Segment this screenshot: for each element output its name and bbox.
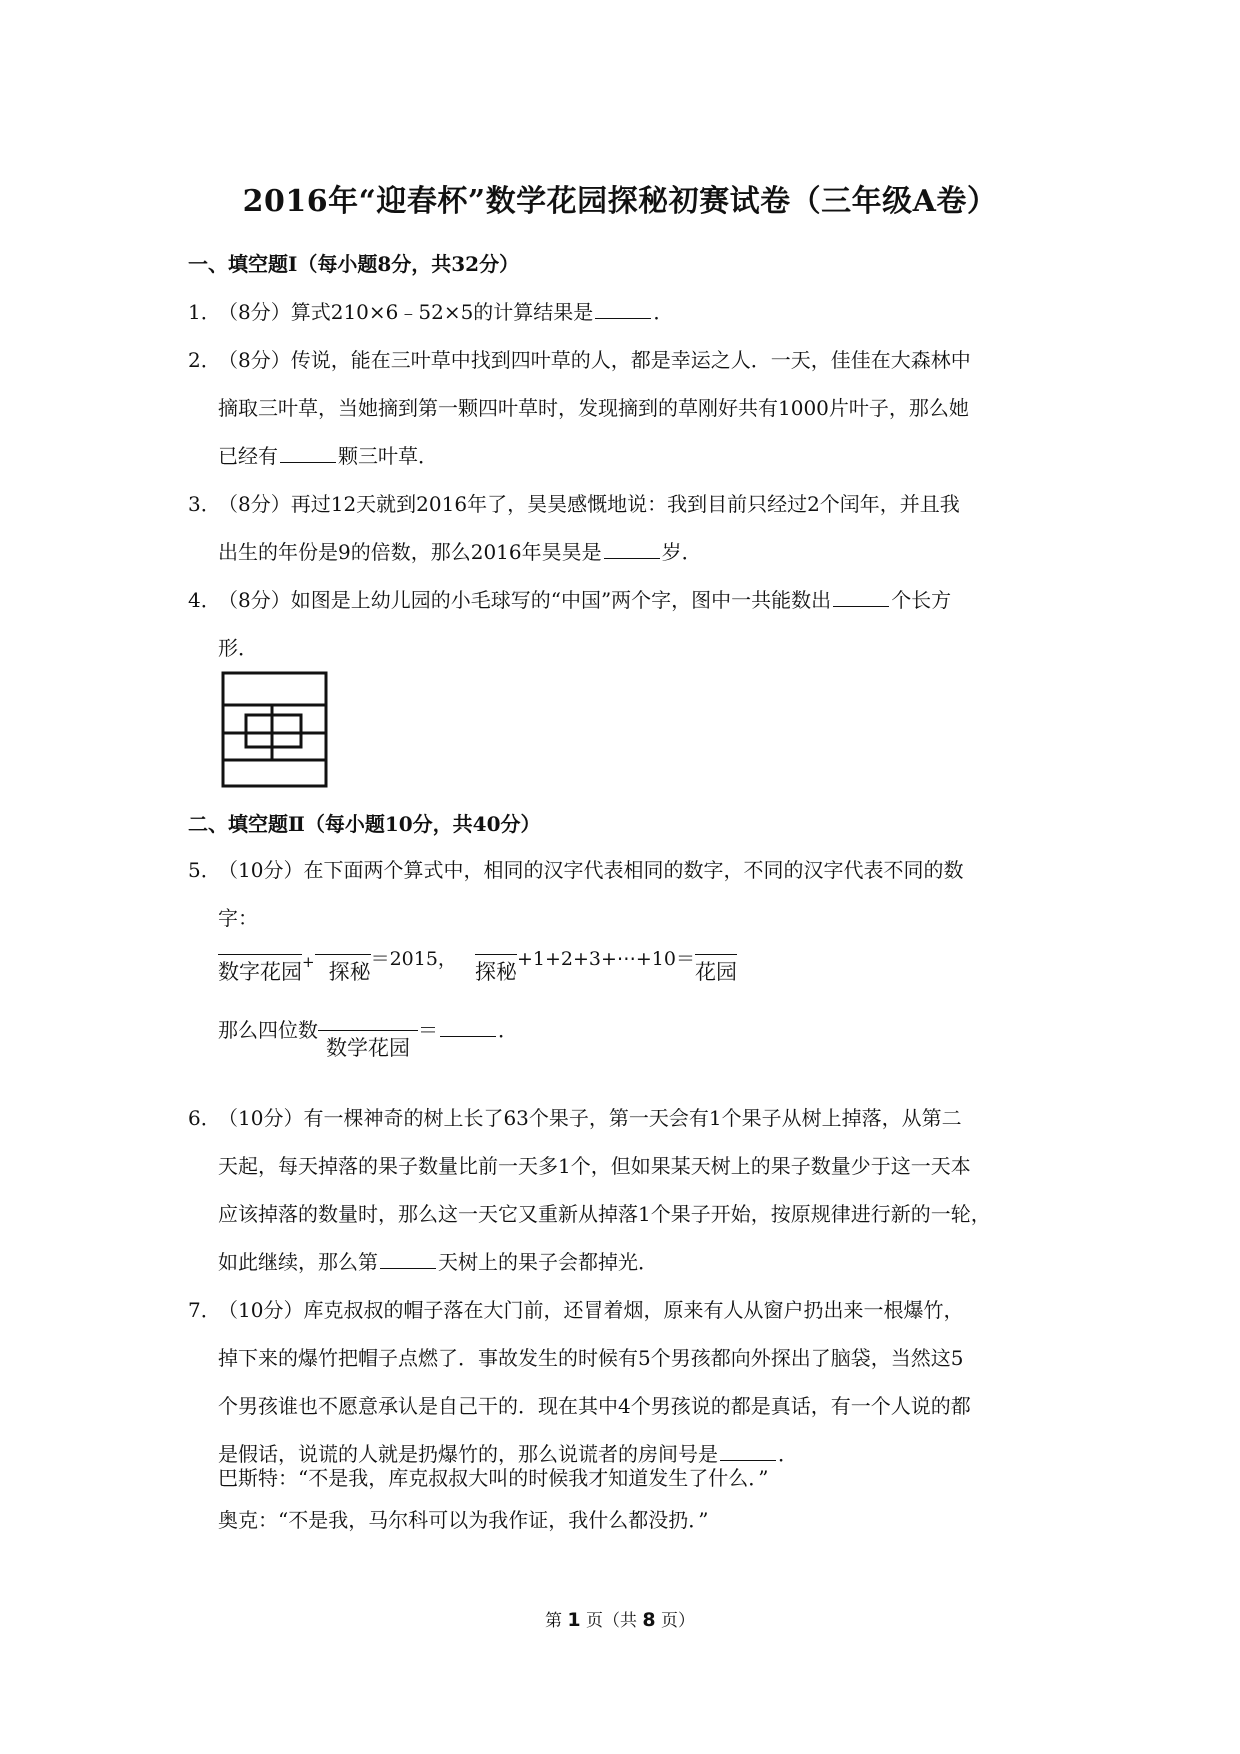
answer-blank[interactable]: [280, 440, 336, 463]
question-number: 6．: [188, 1106, 221, 1130]
overline-number: 数字花园: [218, 954, 302, 985]
question-2: 2．（8分）传说，能在三叶草中找到四叶草的人，都是幸运之人．一天，佳佳在大森林中 摘取三叶草，当她摘到第一颗四叶草时，发现摘到的草刚好共有1000片叶子，那么她 已经有 颗三叶草．: [188, 336, 1068, 480]
total-pages: 8: [642, 1609, 656, 1631]
question-6: 6．（10分）有一棵神奇的树上长了63个果子，第一天会有1个果子从树上掉落，从第二 天起，每天掉落的果子数量比前一天多1个，但如果某天树上的果子数量少于这一天本 应该掉落的数量时，那么这一天它又重新从掉落1个果子开始，按原规律进行新的一轮， 如此继续，那么第 天树上的果子会都掉光．: [188, 1094, 1068, 1286]
page-title: 2016年“迎春杯”数学花园探秘初赛试卷（三年级A卷）: [242, 184, 998, 219]
section-heading-1: 一、填空题Ⅰ（每小题8分，共32分）: [188, 252, 520, 276]
equation-line: 数字花园+ 探秘＝2015，探秘+1+2+3+⋯+10＝花园: [218, 948, 737, 984]
question-5: 5．（10分）在下面两个算式中，相同的汉字代表相同的数字，不同的汉字代表不同的数 字：: [188, 846, 1068, 942]
overline-number: 探秘: [315, 954, 371, 985]
question-3: 3．（8分）再过12天就到2016年了，昊昊感慨地说：我到目前只经过2个闰年，并且我 出生的年份是9的倍数，那么2016年昊昊是 岁．: [188, 480, 1068, 576]
answer-line: 那么四位数数学花园＝ ．: [218, 1014, 518, 1061]
answer-blank[interactable]: [595, 296, 651, 319]
statement-buster: 巴斯特：“不是我，库克叔叔大叫的时候我才知道发生了什么．”: [218, 1466, 769, 1490]
answer-blank[interactable]: [833, 584, 889, 607]
statement-ock: 奥克：“不是我，马尔科可以为我作证，我什么都没扔．”: [218, 1508, 709, 1532]
question-number: 1．: [188, 300, 221, 324]
question-4: 4．（8分）如图是上幼儿园的小毛球写的“中国”两个字，图中一共能数出 个长方 形．: [188, 576, 1068, 672]
answer-blank[interactable]: [440, 1014, 496, 1037]
zhongguo-figure: [220, 667, 330, 791]
page-footer: 第 1 页（共 8 页）: [544, 1609, 696, 1631]
overline-number: 花园: [695, 954, 737, 985]
page-number: 1: [567, 1609, 581, 1631]
overline-number: 数学花园: [318, 1030, 418, 1061]
question-number: 5．: [188, 858, 221, 882]
question-number: 3．: [188, 492, 221, 516]
question-7: 7．（10分）库克叔叔的帽子落在大门前，还冒着烟，原来有人从窗户扔出来一根爆竹， 掉下来的爆竹把帽子点燃了．事故发生的时候有5个男孩都向外探出了脑袋，当然这5 个男孩谁也不愿意承认是自己干的．现在其中4个男孩说的都是真话，有一个人说的都 是假话，说谎的人就是扔爆竹的，那么说谎者的房间号是 ．: [188, 1286, 1068, 1478]
answer-blank[interactable]: [604, 536, 660, 559]
question-number: 7．: [188, 1298, 221, 1322]
answer-blank[interactable]: [380, 1246, 436, 1269]
section-heading-2: 二、填空题Ⅱ（每小题10分，共40分）: [188, 812, 541, 836]
answer-blank[interactable]: [720, 1438, 776, 1461]
question-number: 2．: [188, 348, 221, 372]
question-1: 1．（8分）算式210×6﹣52×5的计算结果是 ．: [188, 288, 1068, 336]
overline-number: 探秘: [475, 954, 517, 985]
question-number: 4．: [188, 588, 221, 612]
